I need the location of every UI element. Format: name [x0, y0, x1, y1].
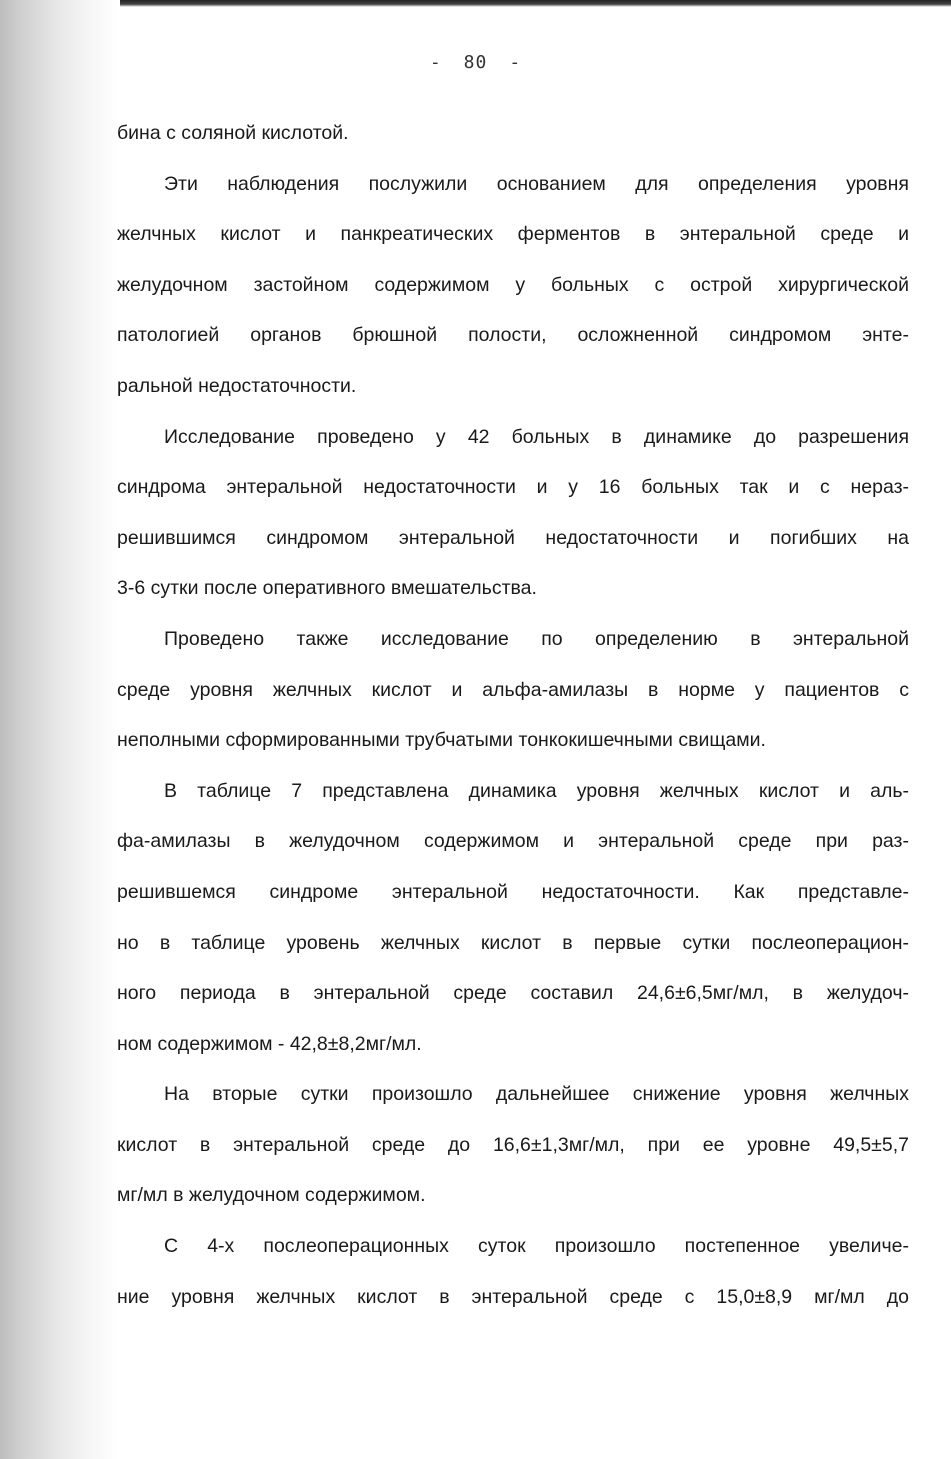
- text-line: среде уровня желчных кислот и альфа-амилазы в норме у пациентов с: [117, 678, 909, 701]
- text-line: Исследование проведено у 42 больных в динамике до разрешения: [164, 425, 909, 448]
- text-line: Эти наблюдения послужили основанием для определения уровня: [164, 172, 909, 195]
- text-line: желчных кислот и панкреатических ферментов в энтеральной среде и: [117, 223, 909, 246]
- text-line: кислот в энтеральной среде до 16,6±1,3мг/мл, при ее уровне 49,5±5,7: [117, 1133, 909, 1156]
- scan-binding-shadow: [0, 0, 120, 1459]
- text-line: бина с соляной кислотой.: [117, 122, 349, 144]
- text-line: 3-6 сутки после оперативного вмешательства.: [117, 577, 537, 600]
- text-line: ральной недостаточности.: [117, 374, 357, 397]
- text-line: ном содержимом - 42,8±8,2мг/мл.: [117, 1032, 422, 1055]
- text-line: патологией органов брюшной полости, осложненной синдромом энте-: [117, 324, 909, 347]
- text-line: ние уровня желчных кислот в энтеральной среде с 15,0±8,9 мг/мл до: [117, 1285, 909, 1308]
- text-line: Проведено также исследование по определению в энтеральной: [164, 627, 909, 650]
- scan-top-edge: [0, 0, 951, 7]
- page-number-dash-left: -: [429, 52, 442, 73]
- body-text: [117, 108, 909, 1322]
- text-line: решившимся синдромом энтеральной недостаточности и погибших на: [117, 526, 909, 549]
- text-line: решившемся синдроме энтеральной недостаточности. Как представле-: [117, 880, 909, 903]
- page-number-dash-right: -: [509, 52, 522, 73]
- page-number-header: [0, 52, 951, 73]
- text-line: С 4-х послеоперационных суток произошло постепенное увеличе-: [164, 1235, 909, 1258]
- text-line: желудочном застойном содержимом у больных с острой хирургической: [117, 273, 909, 296]
- text-line: На вторые сутки произошло дальнейшее снижение уровня желчных: [164, 1083, 909, 1106]
- text-line: но в таблице уровень желчных кислот в первые сутки послеоперацион-: [117, 931, 909, 954]
- page-number: 80: [463, 52, 488, 73]
- text-line: неполными сформированными трубчатыми тонкокишечными свищами.: [117, 729, 766, 752]
- text-line: фа-амилазы в желудочном содержимом и энтеральной среде при раз-: [117, 830, 909, 853]
- text-line: В таблице 7 представлена динамика уровня желчных кислот и аль-: [164, 779, 909, 802]
- text-line: ного периода в энтеральной среде составил 24,6±6,5мг/мл, в желудоч-: [117, 982, 909, 1005]
- text-line: мг/мл в желудочном содержимом.: [117, 1184, 426, 1207]
- text-line: синдрома энтеральной недостаточности и у 16 больных так и с нераз-: [117, 476, 909, 499]
